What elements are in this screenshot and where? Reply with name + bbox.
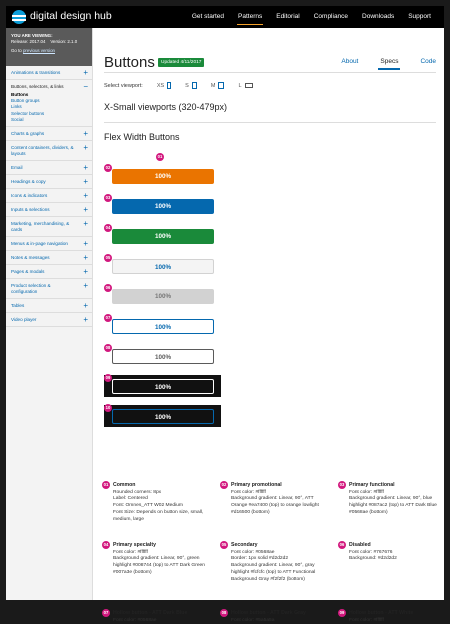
spec-text xyxy=(220,542,328,583)
spec-line: Background gradient: Linear, 90°, green highlight #008744 (top) to ATT Dark Green #007a3e (bottom) xyxy=(113,556,205,575)
phone-icon xyxy=(167,82,171,89)
expand-icon[interactable]: + xyxy=(83,205,88,215)
spec-line: Background gradient: Linear, 90°, gray highlight #fcfcfc (top) to ATT Functional Background Gray #f2f2f2 (bottom) xyxy=(231,563,316,582)
sidebar-group[interactable] xyxy=(6,80,92,127)
version-info-box xyxy=(6,28,92,66)
nav-link-support[interactable]: Support xyxy=(408,13,431,20)
nav-link-patterns[interactable]: Patterns xyxy=(231,6,269,28)
button-number-badge: 08 xyxy=(105,345,111,350)
spec-line: Font color: #ffffff xyxy=(231,489,266,495)
expand-icon[interactable]: + xyxy=(83,239,88,249)
updated-badge: Updated 4/11/2017 xyxy=(158,58,204,67)
sidebar-group[interactable] xyxy=(6,141,92,161)
goto-text: Go to xyxy=(11,48,22,53)
viewport-l[interactable] xyxy=(238,83,252,89)
spec-line: Background gradient: Linear, 90°, ATT Orange #ea7400 (top) to orange lowlight #d16500 (bottom) xyxy=(231,496,319,515)
spec-title: Common xyxy=(113,482,136,488)
sidebar-group[interactable] xyxy=(6,203,92,217)
button-number-badge: 05 xyxy=(105,255,111,260)
sidebar-group-label: Notes & messages xyxy=(11,255,50,261)
spec-text xyxy=(102,610,210,624)
sample-button-04[interactable]: 100% xyxy=(112,229,214,244)
expand-icon[interactable]: + xyxy=(83,219,88,229)
sample-button-05[interactable]: 100% xyxy=(112,259,214,274)
laptop-icon xyxy=(245,83,253,88)
sample-button-07[interactable]: 100% xyxy=(112,319,214,334)
spec-number-badge: 02 xyxy=(221,482,227,487)
page-title: Buttons xyxy=(104,54,155,71)
spec-block xyxy=(102,542,210,577)
page-frame xyxy=(6,6,444,623)
spec-title: Hollow button - ATT White xyxy=(349,610,414,616)
spec-number-badge: 06 xyxy=(339,542,345,547)
previous-version-link[interactable]: previous version xyxy=(22,48,55,53)
spec-line: Font color: #5a5a5a xyxy=(231,617,275,623)
spec-number-badge: 09 xyxy=(339,610,345,615)
expand-icon[interactable]: + xyxy=(83,267,88,277)
spec-title: Secondary xyxy=(231,542,258,548)
viewport-xs[interactable] xyxy=(157,82,171,89)
spec-block xyxy=(338,542,446,563)
sidebar-item-links[interactable]: Links xyxy=(11,104,22,110)
phablet-icon xyxy=(192,82,197,89)
sidebar-group-label: Menus & in-page navigation xyxy=(11,241,68,247)
spec-block xyxy=(338,482,446,517)
spec-title: Primary promotional xyxy=(231,482,282,488)
sidebar-group-label: Content containers, dividers, & layouts xyxy=(11,145,74,157)
viewing-title: YOU ARE VIEWING: xyxy=(11,33,53,38)
expand-icon[interactable]: + xyxy=(83,301,88,311)
spec-text xyxy=(338,482,446,517)
button-number-badge: 10 xyxy=(105,405,111,410)
viewport-label: Select viewport: xyxy=(104,82,143,89)
width-badge: 01 xyxy=(157,154,163,159)
sample-button-08[interactable]: 100% xyxy=(112,349,214,364)
button-number-badge: 04 xyxy=(105,225,111,230)
viewport-m-label: M xyxy=(210,82,216,89)
sidebar-item-buttons[interactable]: Buttons xyxy=(11,92,29,97)
spec-block xyxy=(102,482,210,523)
spec-text xyxy=(220,610,328,624)
tab-specs[interactable]: Specs xyxy=(380,58,399,65)
spec-text xyxy=(220,482,328,517)
expand-icon[interactable]: + xyxy=(83,68,88,77)
viewport-l-label: L xyxy=(238,82,242,89)
viewport-s-label: S xyxy=(185,82,189,89)
spec-title: Hollow button - ATT Dark Gray xyxy=(231,610,306,616)
version-text: Version: 2.1.0 xyxy=(50,39,78,44)
spec-line: Font color: #ffffff xyxy=(113,549,148,555)
spec-line: Font Size: Depends on button size, small, medium, large xyxy=(113,509,204,522)
sample-button-02[interactable]: 100% xyxy=(112,169,214,184)
spec-line: Label: Centered xyxy=(113,496,148,502)
sidebar-group[interactable] xyxy=(6,217,92,237)
viewport-s[interactable] xyxy=(185,82,197,89)
sample-button-10[interactable]: 100% xyxy=(112,409,214,424)
sidebar-group[interactable] xyxy=(6,279,92,299)
spec-block xyxy=(220,482,328,517)
nav-links xyxy=(185,6,438,28)
sidebar-group[interactable] xyxy=(6,127,92,141)
expand-icon[interactable]: + xyxy=(83,281,88,291)
spec-number-badge: 04 xyxy=(103,542,109,547)
sidebar-group-label: Marketing, merchandising, & cards xyxy=(11,221,70,233)
expand-icon[interactable]: + xyxy=(83,315,88,325)
spec-title: Hollow button - ATT Dark Blue xyxy=(113,610,188,616)
spec-line: Border: 1px solid #d2d2d2 xyxy=(231,556,289,562)
expand-icon[interactable]: + xyxy=(83,253,88,263)
sidebar xyxy=(6,28,93,600)
spec-title: Disabled xyxy=(349,542,371,548)
spec-line: Rounded corners: 8px xyxy=(113,489,162,495)
expand-icon[interactable]: + xyxy=(83,163,88,173)
sidebar-group[interactable] xyxy=(6,66,92,80)
sidebar-group-label: Video player xyxy=(11,317,37,323)
spec-number-badge: 05 xyxy=(221,542,227,547)
sidebar-group[interactable] xyxy=(6,175,92,189)
expand-icon[interactable]: + xyxy=(83,177,88,187)
collapse-icon[interactable]: − xyxy=(83,82,88,91)
tab-code[interactable]: Code xyxy=(420,58,436,65)
sidebar-group[interactable] xyxy=(6,265,92,279)
tabs xyxy=(319,58,436,65)
button-number-badge: 02 xyxy=(105,165,111,170)
spec-block xyxy=(338,610,446,624)
sidebar-group-label: Charts & graphs xyxy=(11,131,45,137)
section-title: X-Small viewports (320-479px) xyxy=(104,102,228,112)
spec-line: Font color: #ffffff xyxy=(349,617,384,623)
spec-line: Font color: #767676 xyxy=(349,549,393,555)
nav-link-compliance[interactable]: Compliance xyxy=(313,13,349,20)
sidebar-group-label: Icons & indicators xyxy=(11,193,48,199)
sidebar-group-label: Inputs & selections xyxy=(11,207,50,213)
sidebar-group[interactable] xyxy=(6,313,92,327)
subsection-title: Flex Width Buttons xyxy=(104,132,180,142)
sample-button-06[interactable]: 100% xyxy=(112,289,214,304)
spec-text xyxy=(102,542,210,577)
sidebar-group[interactable] xyxy=(6,237,92,251)
tabs-divider xyxy=(104,72,436,73)
spec-line: Font color: #0568ae xyxy=(231,549,275,555)
section-divider xyxy=(104,122,436,123)
spec-line: Background gradient: Linear, 90°, blue highlight #087ac2 (top) to ATT Dark Blue #0568ae (bottom) xyxy=(349,496,437,515)
spec-title: Primary functional xyxy=(349,482,395,488)
sidebar-group-label: Pages & modals xyxy=(11,269,45,275)
sidebar-group-label: Buttons, selectors, & links xyxy=(11,84,64,89)
spec-title: Primary specialty xyxy=(113,542,156,548)
sidebar-group[interactable] xyxy=(6,161,92,175)
sidebar-item-selector-buttons[interactable]: Selector buttons xyxy=(11,110,45,116)
spec-text xyxy=(338,542,446,563)
tab-about[interactable]: About xyxy=(341,58,359,65)
sidebar-group-label: Headings & copy xyxy=(11,179,46,185)
button-number-badge: 03 xyxy=(105,195,111,200)
button-number-badge: 09 xyxy=(105,375,111,380)
nav-link-get-started[interactable]: Get started xyxy=(191,13,225,20)
spec-line: Font color: #ffffff xyxy=(349,489,384,495)
viewport-selector xyxy=(104,82,253,89)
spec-line: Font: Omnes_ATT W02 Medium xyxy=(113,503,183,509)
spec-number-badge: 08 xyxy=(221,610,227,615)
spec-block xyxy=(102,610,210,624)
top-nav xyxy=(6,6,444,28)
release-text: Release: 2017.04 xyxy=(11,39,46,44)
spec-text xyxy=(338,610,446,624)
sidebar-group-label: Tables xyxy=(11,303,25,309)
expand-icon[interactable]: + xyxy=(83,129,88,139)
viewport-m[interactable] xyxy=(211,82,225,89)
sidebar-group-label: Email xyxy=(11,165,23,171)
spec-number-badge: 03 xyxy=(339,482,345,487)
goto-line xyxy=(11,48,87,54)
spec-line: Font color: #0568ae xyxy=(113,617,157,623)
tablet-icon xyxy=(218,82,224,89)
att-globe-logo-icon[interactable] xyxy=(12,10,26,24)
sidebar-group-label: Animations & transitions xyxy=(11,70,61,75)
nav-link-editorial[interactable]: Editorial xyxy=(276,13,300,20)
spec-number-badge: 01 xyxy=(103,482,109,487)
sidebar-item-social[interactable]: Social xyxy=(11,116,24,122)
brand-name[interactable]: digital design hub xyxy=(30,10,112,22)
sidebar-group-label: Product selection & configuration xyxy=(11,283,51,295)
sidebar-item-button-groups[interactable]: Button groups xyxy=(11,98,40,104)
sample-button-03[interactable]: 100% xyxy=(112,199,214,214)
button-number-badge: 07 xyxy=(105,315,111,320)
expand-icon[interactable]: + xyxy=(83,191,88,201)
sidebar-groups xyxy=(6,66,92,327)
nav-link-downloads[interactable]: Downloads xyxy=(362,13,395,20)
spec-text xyxy=(102,482,210,523)
sidebar-group[interactable] xyxy=(6,299,92,313)
viewport-xs-label: XS xyxy=(156,82,165,89)
release-version-line xyxy=(11,39,87,45)
spec-block xyxy=(220,542,328,583)
expand-icon[interactable]: + xyxy=(83,143,88,153)
spec-number-badge: 07 xyxy=(103,610,109,615)
sidebar-group[interactable] xyxy=(6,251,92,265)
spec-line: Background: #d2d2d2 xyxy=(349,556,397,562)
spec-block xyxy=(220,610,328,624)
sample-button-09[interactable]: 100% xyxy=(112,379,214,394)
main-content xyxy=(94,28,444,623)
button-number-badge: 06 xyxy=(105,285,111,290)
sidebar-group[interactable] xyxy=(6,189,92,203)
